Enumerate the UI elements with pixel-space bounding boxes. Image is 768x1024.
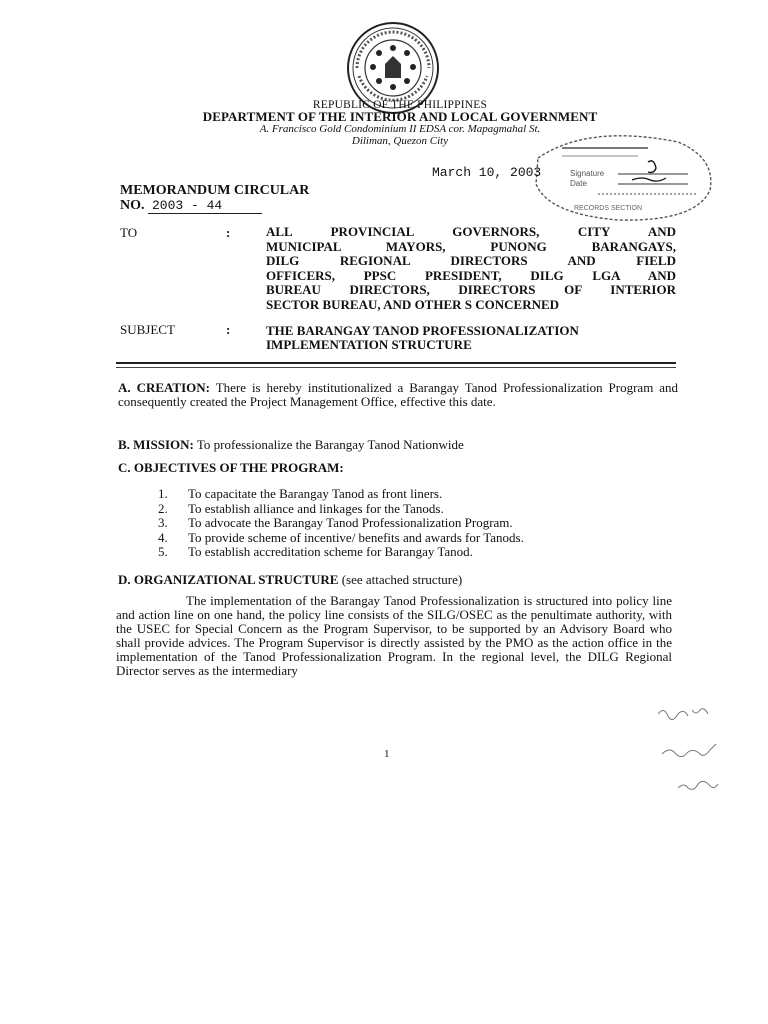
objective-text: To establish accreditation scheme for Barangay Tanod. bbox=[188, 544, 473, 560]
memo-number-value: 2003 - 44 bbox=[148, 198, 262, 214]
page-number: 1 bbox=[384, 748, 390, 760]
objectives-list bbox=[158, 487, 524, 560]
memo-date: March 10, 2003 bbox=[432, 165, 542, 180]
svg-text:RECORDS SECTION: RECORDS SECTION bbox=[574, 205, 643, 212]
received-stamp-icon bbox=[528, 128, 718, 226]
address-line-2: Diliman, Quezon City bbox=[351, 135, 449, 147]
to-line: OFFICERS, PPSC PRESIDENT, DILG LGA AND bbox=[266, 267, 676, 283]
list-item bbox=[158, 545, 524, 560]
section-d-note: (see attached structure) bbox=[341, 572, 463, 587]
to-line: BUREAU DIRECTORS, DIRECTORS OF INTERIOR bbox=[266, 282, 676, 297]
objective-text: To establish alliance and linkages for the Tanods. bbox=[188, 500, 444, 516]
memo-title: MEMORANDUM CIRCULAR bbox=[120, 183, 310, 198]
to-line: SECTOR BUREAU, AND OTHER S CONCERNED bbox=[266, 296, 560, 312]
subject-line-1: THE BARANGAY TANOD PROFESSIONALIZATION bbox=[266, 323, 579, 338]
section-mission bbox=[118, 437, 464, 453]
list-item bbox=[158, 487, 524, 502]
list-item bbox=[158, 502, 524, 517]
section-d-heading: D. ORGANIZATIONAL STRUCTURE bbox=[118, 572, 339, 587]
section-b-heading: B. MISSION: bbox=[118, 437, 194, 452]
objective-text: To advocate the Barangay Tanod Professionalization Program. bbox=[188, 515, 513, 531]
address-line-1: A. Francisco Gold Condominium II EDSA cor. Mapagmahal St. bbox=[259, 123, 541, 135]
subject-label: SUBJECT bbox=[120, 322, 175, 337]
republic-line: REPUBLIC OF THE PHILIPPINES bbox=[312, 99, 488, 111]
objective-text: To provide scheme of incentive/ benefits and awards for Tanods. bbox=[188, 529, 524, 545]
svg-text:Date: Date bbox=[570, 179, 587, 188]
to-label: TO bbox=[120, 225, 138, 240]
section-a-heading: A. CREATION: bbox=[118, 380, 210, 395]
subject-line-2: IMPLEMENTATION STRUCTURE bbox=[266, 337, 472, 352]
objective-number: 5. bbox=[158, 544, 168, 560]
objective-number: 3. bbox=[158, 515, 168, 531]
section-organizational-structure bbox=[118, 572, 462, 588]
department-name: DEPARTMENT OF THE INTERIOR AND LOCAL GOVERNMENT bbox=[202, 109, 598, 124]
subject-text bbox=[266, 324, 676, 352]
subject-colon: : bbox=[226, 322, 231, 337]
section-c-heading: C. OBJECTIVES OF THE PROGRAM: bbox=[118, 460, 344, 475]
svg-text:Signature: Signature bbox=[570, 169, 605, 178]
section-objectives bbox=[118, 460, 344, 476]
section-b-text: To professionalize the Barangay Tanod Nationwide bbox=[196, 437, 464, 452]
to-line: DILG REGIONAL DIRECTORS AND FIELD bbox=[266, 253, 676, 268]
divider bbox=[116, 362, 676, 368]
objective-text: To capacitate the Barangay Tanod as front liners. bbox=[188, 486, 443, 501]
section-creation bbox=[118, 381, 678, 409]
objective-number: 2. bbox=[158, 500, 168, 516]
section-d-paragraph: The implementation of the Barangay Tanod Professionalization is structured into policy line and action line on one hand, the policy line consists of the SILG/OSEC as the penultimate authority, with the USEC for Special Concern as the Program Supervisor, to be supported by an Advisory Board who shall provide advices. The Program Supervisor is directly assisted by the PMO as the action office in the implementation of the Tanod Professionalization Program. In the regional level, the DILG Regional Director serves as the intermediary bbox=[116, 593, 672, 678]
list-item bbox=[158, 516, 524, 531]
to-line: MUNICIPAL MAYORS, PUNONG BARANGAYS, bbox=[266, 238, 676, 254]
to-line: ALL PROVINCIAL GOVERNORS, CITY AND bbox=[266, 224, 676, 239]
memo-number-row bbox=[120, 198, 309, 214]
memo-heading bbox=[120, 183, 309, 214]
objective-number: 4. bbox=[158, 529, 168, 545]
objective-number: 1. bbox=[158, 486, 168, 501]
list-item bbox=[158, 531, 524, 546]
memo-number-label: NO. bbox=[120, 198, 145, 213]
to-colon: : bbox=[226, 225, 231, 240]
to-recipients bbox=[266, 225, 676, 312]
handwritten-notes-icon bbox=[650, 700, 750, 800]
section-a-text: There is hereby institutionalized a Barangay Tanod Professionalization Program and consequently created the Project Management Office, effective this date. bbox=[118, 380, 678, 409]
